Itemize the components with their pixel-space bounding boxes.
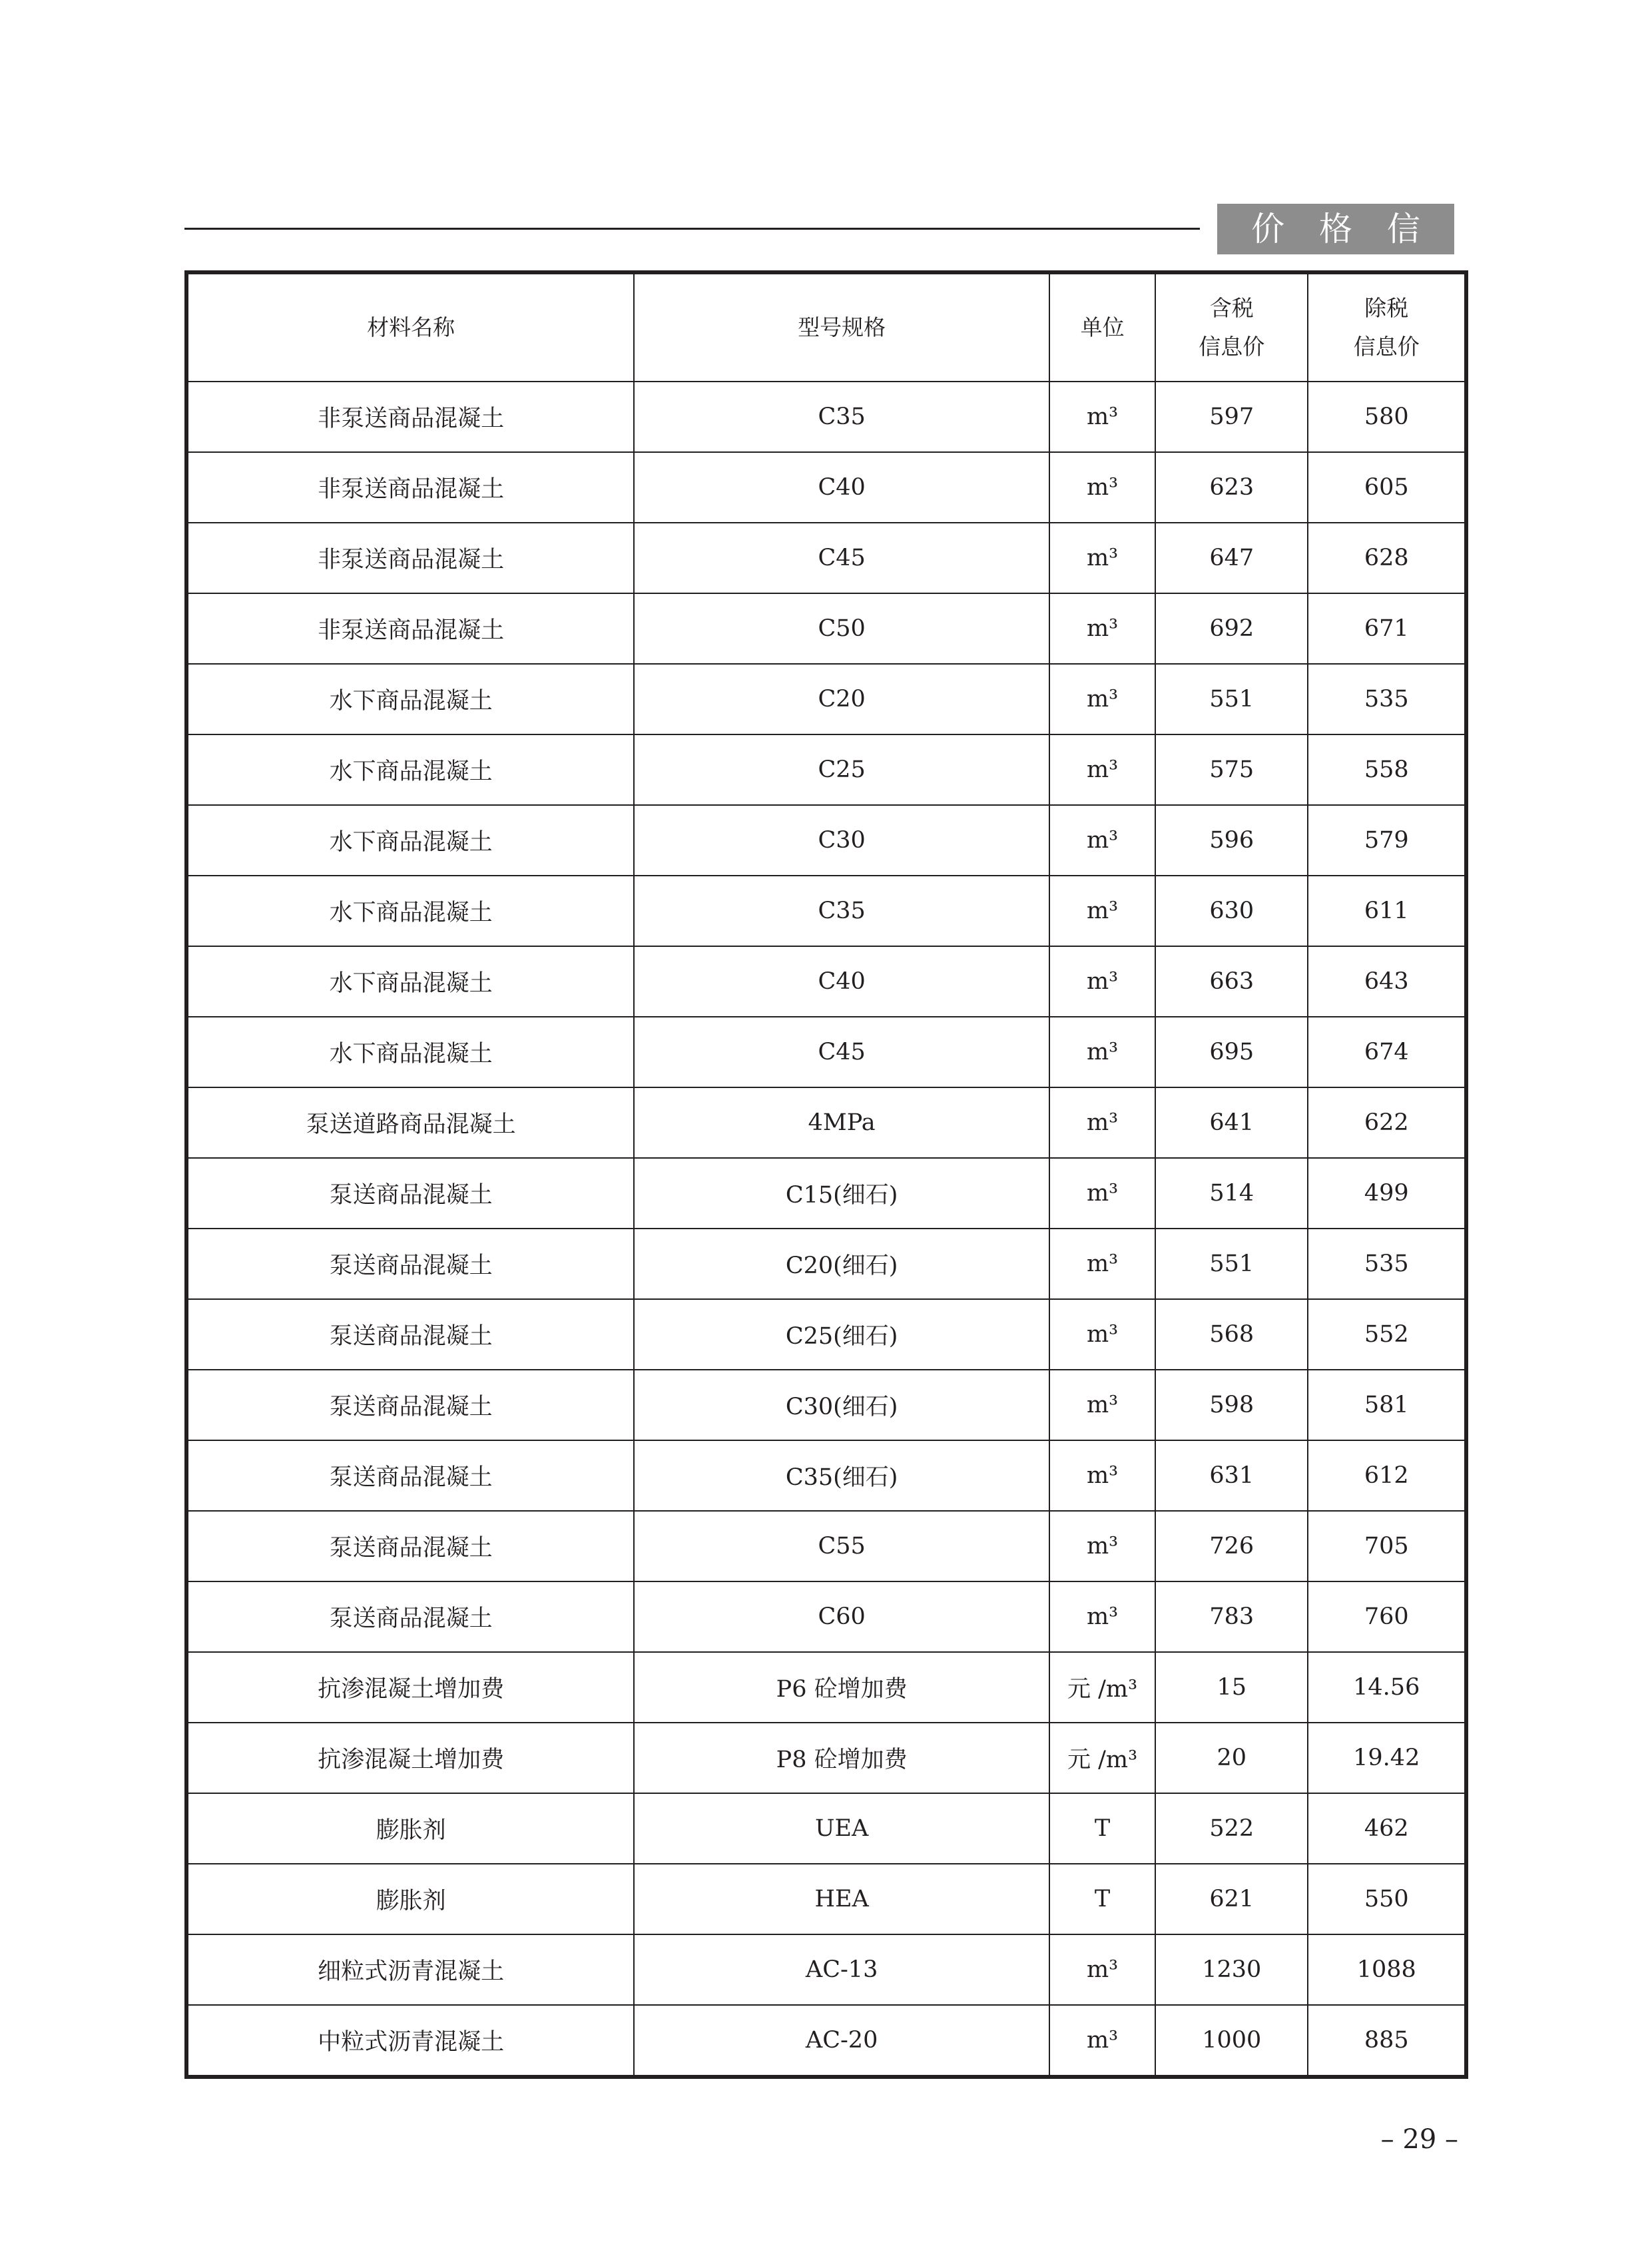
table-row — [186, 876, 1466, 946]
cell-spec: C25(细石) — [634, 1299, 1049, 1370]
table-row — [186, 1440, 1466, 1511]
cell-notax-price: 671 — [1308, 593, 1466, 664]
cell-spec: C30(细石) — [634, 1370, 1049, 1440]
cell-tax-price: 568 — [1155, 1299, 1308, 1370]
table-row — [186, 2005, 1466, 2077]
header-rule — [184, 228, 1200, 230]
cell-notax-price: 535 — [1308, 1229, 1466, 1299]
table-row — [186, 946, 1466, 1017]
cell-material-name: 泵送商品混凝土 — [186, 1370, 634, 1440]
cell-unit: 元 /m³ — [1049, 1652, 1155, 1723]
cell-material-name: 泵送商品混凝土 — [186, 1299, 634, 1370]
page-number: – 29 – — [1380, 2124, 1458, 2155]
cell-material-name: 泵送道路商品混凝土 — [186, 1087, 634, 1158]
table-row — [186, 1864, 1466, 1934]
table-row — [186, 523, 1466, 593]
cell-tax-price: 783 — [1155, 1581, 1308, 1652]
cell-tax-price: 641 — [1155, 1087, 1308, 1158]
cell-tax-price: 647 — [1155, 523, 1308, 593]
cell-spec: P8 砼增加费 — [634, 1723, 1049, 1793]
cell-unit: m³ — [1049, 1017, 1155, 1087]
cell-unit: 元 /m³ — [1049, 1723, 1155, 1793]
cell-material-name: 水下商品混凝土 — [186, 805, 634, 876]
cell-notax-price: 760 — [1308, 1581, 1466, 1652]
table-row — [186, 1793, 1466, 1864]
column-header-notax-line2: 信息价 — [1353, 334, 1420, 360]
cell-notax-price: 605 — [1308, 452, 1466, 523]
cell-notax-price: 705 — [1308, 1511, 1466, 1581]
table-row — [186, 1017, 1466, 1087]
cell-notax-price: 580 — [1308, 382, 1466, 452]
cell-spec: C40 — [634, 452, 1049, 523]
cell-unit: m³ — [1049, 1934, 1155, 2005]
cell-unit: m³ — [1049, 876, 1155, 946]
cell-unit: T — [1049, 1793, 1155, 1864]
cell-spec: HEA — [634, 1864, 1049, 1934]
cell-spec: C35 — [634, 382, 1049, 452]
cell-notax-price: 612 — [1308, 1440, 1466, 1511]
cell-tax-price: 692 — [1155, 593, 1308, 664]
cell-unit: m³ — [1049, 1581, 1155, 1652]
cell-spec: C15(细石) — [634, 1158, 1049, 1229]
cell-material-name: 泵送商品混凝土 — [186, 1511, 634, 1581]
table-row — [186, 1158, 1466, 1229]
cell-unit: m³ — [1049, 593, 1155, 664]
cell-material-name: 抗渗混凝土增加费 — [186, 1723, 634, 1793]
cell-tax-price: 551 — [1155, 1229, 1308, 1299]
cell-spec: 4MPa — [634, 1087, 1049, 1158]
cell-spec: C55 — [634, 1511, 1049, 1581]
cell-material-name: 水下商品混凝土 — [186, 876, 634, 946]
cell-unit: T — [1049, 1864, 1155, 1934]
cell-unit: m³ — [1049, 664, 1155, 734]
cell-notax-price: 611 — [1308, 876, 1466, 946]
cell-tax-price: 522 — [1155, 1793, 1308, 1864]
table-header-row — [186, 272, 1466, 382]
cell-tax-price: 631 — [1155, 1440, 1308, 1511]
column-header-tax-price — [1155, 272, 1308, 382]
cell-tax-price: 597 — [1155, 382, 1308, 452]
cell-notax-price: 550 — [1308, 1864, 1466, 1934]
cell-notax-price: 558 — [1308, 734, 1466, 805]
cell-spec: C45 — [634, 1017, 1049, 1087]
column-header-tax-line1: 含税 — [1209, 295, 1254, 321]
cell-tax-price: 596 — [1155, 805, 1308, 876]
cell-tax-price: 514 — [1155, 1158, 1308, 1229]
cell-unit: m³ — [1049, 382, 1155, 452]
cell-unit: m³ — [1049, 1299, 1155, 1370]
cell-spec: C60 — [634, 1581, 1049, 1652]
cell-spec: C30 — [634, 805, 1049, 876]
cell-unit: m³ — [1049, 523, 1155, 593]
cell-spec: C50 — [634, 593, 1049, 664]
cell-spec: C25 — [634, 734, 1049, 805]
cell-unit: m³ — [1049, 1158, 1155, 1229]
cell-unit: m³ — [1049, 805, 1155, 876]
cell-notax-price: 1088 — [1308, 1934, 1466, 2005]
cell-tax-price: 598 — [1155, 1370, 1308, 1440]
column-header-spec: 型号规格 — [634, 272, 1049, 382]
table-row — [186, 382, 1466, 452]
cell-spec: C40 — [634, 946, 1049, 1017]
cell-unit: m³ — [1049, 946, 1155, 1017]
cell-tax-price: 575 — [1155, 734, 1308, 805]
cell-notax-price: 462 — [1308, 1793, 1466, 1864]
cell-notax-price: 19.42 — [1308, 1723, 1466, 1793]
cell-notax-price: 14.56 — [1308, 1652, 1466, 1723]
cell-tax-price: 20 — [1155, 1723, 1308, 1793]
cell-notax-price: 499 — [1308, 1158, 1466, 1229]
cell-unit: m³ — [1049, 1440, 1155, 1511]
cell-notax-price: 885 — [1308, 2005, 1466, 2077]
cell-notax-price: 535 — [1308, 664, 1466, 734]
cell-material-name: 水下商品混凝土 — [186, 1017, 634, 1087]
cell-material-name: 水下商品混凝土 — [186, 946, 634, 1017]
column-header-unit: 单位 — [1049, 272, 1155, 382]
table-row — [186, 1511, 1466, 1581]
cell-material-name: 非泵送商品混凝土 — [186, 593, 634, 664]
price-table — [184, 270, 1468, 2079]
cell-notax-price: 581 — [1308, 1370, 1466, 1440]
cell-unit: m³ — [1049, 1370, 1155, 1440]
cell-spec: C45 — [634, 523, 1049, 593]
cell-unit: m³ — [1049, 452, 1155, 523]
cell-tax-price: 623 — [1155, 452, 1308, 523]
table-row — [186, 734, 1466, 805]
cell-notax-price: 622 — [1308, 1087, 1466, 1158]
cell-tax-price: 621 — [1155, 1864, 1308, 1934]
column-header-tax-line2: 信息价 — [1199, 334, 1265, 360]
cell-material-name: 非泵送商品混凝土 — [186, 452, 634, 523]
cell-tax-price: 726 — [1155, 1511, 1308, 1581]
cell-material-name: 细粒式沥青混凝土 — [186, 1934, 634, 2005]
cell-tax-price: 1230 — [1155, 1934, 1308, 2005]
table-row — [186, 1581, 1466, 1652]
cell-unit: m³ — [1049, 2005, 1155, 2077]
table-row — [186, 664, 1466, 734]
cell-notax-price: 628 — [1308, 523, 1466, 593]
table-row — [186, 1934, 1466, 2005]
table-row — [186, 1370, 1466, 1440]
cell-unit: m³ — [1049, 1229, 1155, 1299]
column-header-notax-price — [1308, 272, 1466, 382]
cell-notax-price: 643 — [1308, 946, 1466, 1017]
cell-notax-price: 674 — [1308, 1017, 1466, 1087]
cell-spec: AC-13 — [634, 1934, 1049, 2005]
table-body — [186, 382, 1466, 2077]
cell-material-name: 泵送商品混凝土 — [186, 1229, 634, 1299]
cell-spec: C35(细石) — [634, 1440, 1049, 1511]
cell-spec: C20(细石) — [634, 1229, 1049, 1299]
cell-unit: m³ — [1049, 1087, 1155, 1158]
cell-material-name: 泵送商品混凝土 — [186, 1581, 634, 1652]
table-row — [186, 452, 1466, 523]
cell-material-name: 膨胀剂 — [186, 1793, 634, 1864]
cell-notax-price: 552 — [1308, 1299, 1466, 1370]
table-row — [186, 593, 1466, 664]
cell-spec: C35 — [634, 876, 1049, 946]
cell-spec: P6 砼增加费 — [634, 1652, 1049, 1723]
cell-tax-price: 695 — [1155, 1017, 1308, 1087]
table-row — [186, 1652, 1466, 1723]
table-row — [186, 1229, 1466, 1299]
cell-material-name: 水下商品混凝土 — [186, 664, 634, 734]
column-header-name: 材料名称 — [186, 272, 634, 382]
cell-tax-price: 663 — [1155, 946, 1308, 1017]
cell-material-name: 泵送商品混凝土 — [186, 1158, 634, 1229]
cell-tax-price: 551 — [1155, 664, 1308, 734]
cell-material-name: 水下商品混凝土 — [186, 734, 634, 805]
cell-material-name: 非泵送商品混凝土 — [186, 523, 634, 593]
table-row — [186, 1299, 1466, 1370]
table-row — [186, 1723, 1466, 1793]
cell-spec: UEA — [634, 1793, 1049, 1864]
cell-tax-price: 1000 — [1155, 2005, 1308, 2077]
table-row — [186, 805, 1466, 876]
section-label: 价 格 信 息 — [1217, 204, 1454, 254]
cell-unit: m³ — [1049, 734, 1155, 805]
cell-material-name: 中粒式沥青混凝土 — [186, 2005, 634, 2077]
cell-material-name: 非泵送商品混凝土 — [186, 382, 634, 452]
cell-spec: C20 — [634, 664, 1049, 734]
cell-material-name: 膨胀剂 — [186, 1864, 634, 1934]
table-row — [186, 1087, 1466, 1158]
cell-notax-price: 579 — [1308, 805, 1466, 876]
cell-material-name: 泵送商品混凝土 — [186, 1440, 634, 1511]
column-header-notax-line1: 除税 — [1364, 295, 1409, 321]
cell-tax-price: 15 — [1155, 1652, 1308, 1723]
cell-tax-price: 630 — [1155, 876, 1308, 946]
cell-unit: m³ — [1049, 1511, 1155, 1581]
cell-material-name: 抗渗混凝土增加费 — [186, 1652, 634, 1723]
cell-spec: AC-20 — [634, 2005, 1049, 2077]
